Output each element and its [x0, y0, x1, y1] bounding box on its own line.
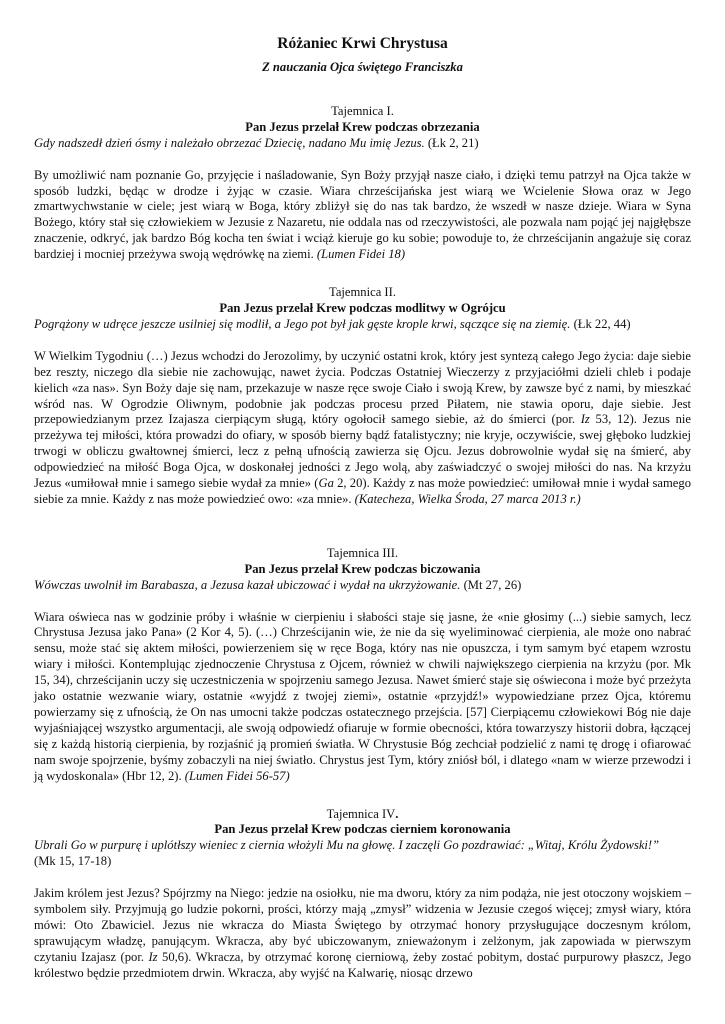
meditation-body-part: Wiara oświeca nas w godzinie próby i właśnie w cierpieniu i słabości staje się jasne, że «nie głosimy (...) siebie samych, lecz Chrystusa Jezusa jako Pana» (2 Kor 4, 5). (…) Chrześcijanin wie, że nie da się wyeliminować cierpienia, ale może ono nabrać sensu, może stać się aktem miłości, powierzeniem się w ręce Boga, który nas nie opuszcza, i tym samym być etapem wzrostu wiary i miłości. Kontemplując zjednoczenie Chrystusa z Ojcem, również w chwili największego cierpienia na krzyżu (por. Mk 15, 34), chrześcijanin uczy się uczestniczenia w spojrzeniu samego Jezusa. Nawet śmierć staje się oświecona i może być przeżyta jako ostatnie wezwanie wiary, ostatnie «wyjdź z twojej ziemi», ostatnie «przyjdź!» wypowiedziane przez Ojca, któremu powierzamy się z ufnością, że On nas umocni także podczas ostatecznego przejścia. [57] Cierpiącemu człowiekowi Bóg nie daje wyjaśniającej wszystko argumentacji, ale swoją odpowiedź ofiaruje w formie obecności, która towarzyszy historii dobra, łączącej się z każdą historią cierpienia, by rozjaśnić ją promień światła. W Chrystusie Bóg zechciał podzielić z nami tę drogę i ofiarować nam swoje spojrzenie, byśmy zobaczyli na niej światło. Chrystus jest Tym, który zniósł ból, i dlatego «nam w wierze przewodzi i ją wydoskonala» (Hbr 12, 2). — [34, 609, 691, 783]
meditation-text — [34, 886, 691, 981]
document-title: Różaniec Krwi Chrystusa — [277, 35, 448, 52]
mystery-number: Tajemnica III. — [326, 545, 399, 560]
meditation-body: By umożliwić nam poznanie Go, przyjęcie i naśladowanie, Syn Boży przyjął nasze ciało, i dzięki temu patrzył na Ojca także w sposób ludzki, będąc w drodze i żyjąc w czasie. Wiara chrześcijańska jest wiarą we Wcielenie Słowa oraz w Jego zmartwychwstanie w ciele; jest wiarą w Boga, który zbliżył się do nas tak bardzo, że wszedł w nasze dzieje. Wiara w Syna Bożego, który stał się człowiekiem w Jezusie z Nazaretu, nie oddala nas od rzeczywistości, ale pozwala nam pojąć jej najgłębsze znaczenie, odkryć, jak bardzo Bóg kocha ten świat i wciąż kieruje go ku sobie; powoduje to, że chrześcijanin angażuje się coraz bardziej i mocniej przeżywa swoją wędrówkę na ziemi. — [34, 167, 691, 262]
mystery-1 — [34, 104, 691, 263]
scripture-quote — [34, 578, 691, 594]
meditation-text — [34, 610, 691, 785]
mystery-2 — [34, 285, 691, 508]
meditation-body-part: Jakim królem jest Jezus? Spójrzmy na Niego: jedzie na osiołku, nie ma dworu, który za nim podąża, nie jest otoczony wojskiem – symbolem siły. Przyjmują go ludzie pokorni, prości, którzy mają „zmysł” widzenia w Jezusie czegoś więcej; zmysł wiary, która mówi: Oto Zbawiciel. Jezus nie wkracza do Miasta Świętego by otrzymać honory przysługujące doczesnym królom, sprawującym władzę, panującym. Wkracza, aby być ubiczowanym, znieważonym i zelżonym, jak zapowiada w pierwszym czytaniu Izajasz (por. — [34, 886, 691, 964]
meditation-body-part: 2, 20). Każdy z nas może powiedzieć: umiłował mnie i wydał samego siebie za mnie. Każdy z nas może powiedzieć owo: «za mnie». — [34, 476, 691, 506]
scripture-quote — [34, 317, 691, 333]
quote-text: Gdy nadszedł dzień ósmy i należało obrzezać Dziecię, nadano Mu imię Jezus. — [34, 135, 425, 150]
mystery-number: Tajemnica II. — [329, 285, 396, 300]
mystery-number-suffix: . — [395, 806, 399, 821]
meditation-body-part: 53, 12). Jezus nie przeżywa tej miłości, która prowadzi do ofiary, w sposób bierny bądź fatalistyczny; nie kryje, oczywiście, swej głęboko ludzkiej trwogi w obliczu gwałtownej śmierci, lecz z pełną ufnością zawierza się Ojcu. Jezus dobrowolnie wydał się na śmierć, aby odpowiedzieć na miłość Boga Ojca, w doskonałej jedności z Jego wolą, aby zaświadczyć o swojej miłości do nas. Na krzyżu Jezus «umiłował mnie i samego siebie wydał za mnie» ( — [34, 412, 692, 491]
quote-text: Wówczas uwolnił im Barabasza, a Jezusa kazał ubiczować i wydał na ukrzyżowanie. — [34, 577, 461, 592]
mystery-3 — [34, 546, 691, 785]
quote-reference: (Mk 15, 17-18) — [34, 854, 112, 869]
quote-text: Ubrali Go w purpurę i uplótłszy wieniec z ciernia włożyli Mu na głowę. I zaczęli Go pozdrawiać: „Witaj, Królu Żydowski!” — [34, 838, 660, 853]
book-abbrev: Iz — [148, 949, 158, 964]
quote-text: Pogrążony w udręce jeszcze usilniej się modlił, a Jego pot był jak gęste krople krwi, sączące się na ziemię. — [34, 316, 571, 331]
meditation-body-part: W Wielkim Tygodniu (…) Jezus wchodzi do Jerozolimy, by uczynić ostatni krok, który jest syntezą całego Jego życia: daje siebie bez reszty, niczego dla siebie nie zachowując, nawet życia. Podczas Ostatniej Wieczerzy z przyjaciółmi dzieli chleb i podaje kielich «za nas». Syn Boży daje się nam, przekazuje w nasze ręce swoje Ciało i swoją Krew, by zawsze być z nami, by mieszkać wśród nas. W Ogrodzie Oliwnym, podobnie jak podczas procesu przed Piłatem, nie stawia oporu, daje siebie. Jest przepowiedzianym przez Izajasza cierpiącym sługą, który ogołocił samego siebie, aż do śmierci (por. — [34, 348, 691, 427]
quote-reference: (Mt 27, 26) — [463, 577, 522, 592]
mystery-4 — [34, 807, 691, 982]
meditation-source: (Katecheza, Wielka Środa, 27 marca 2013 r.) — [354, 491, 581, 506]
mystery-heading: Pan Jezus przelał Krew podczas cierniem koronowania — [214, 822, 511, 837]
quote-reference: (Łk 22, 44) — [573, 316, 631, 331]
meditation-text — [34, 349, 691, 508]
mystery-heading: Pan Jezus przelał Krew podczas modlitwy w Ogrójcu — [219, 300, 506, 315]
mystery-number: Tajemnica I. — [331, 103, 394, 118]
mystery-number-text: Tajemnica IV — [326, 806, 396, 821]
meditation-source: (Lumen Fidei 18) — [316, 247, 406, 262]
mystery-heading: Pan Jezus przelał Krew podczas obrzezania — [245, 119, 480, 134]
book-abbrev: Iz — [580, 412, 590, 427]
document-subtitle: Z nauczania Ojca świętego Franciszka — [262, 60, 463, 74]
book-abbrev: Ga — [318, 476, 334, 491]
meditation-text — [34, 168, 691, 263]
mystery-number — [34, 807, 691, 823]
meditation-body-part: 50,6). Wkracza, by otrzymać koronę cierniową, żeby zostać pobitym, dostać purpurowy płaszcz, Jego królestwo będzie przedmiotem drwin. Wkracza, aby wyjść na Kalwarię, niosąc drzewo — [34, 949, 691, 980]
mystery-heading: Pan Jezus przelał Krew podczas biczowania — [244, 561, 481, 576]
meditation-source: (Lumen Fidei 56-57) — [184, 768, 290, 783]
scripture-quote — [34, 838, 691, 870]
scripture-quote — [34, 136, 691, 152]
quote-reference: (Łk 2, 21) — [427, 135, 479, 150]
